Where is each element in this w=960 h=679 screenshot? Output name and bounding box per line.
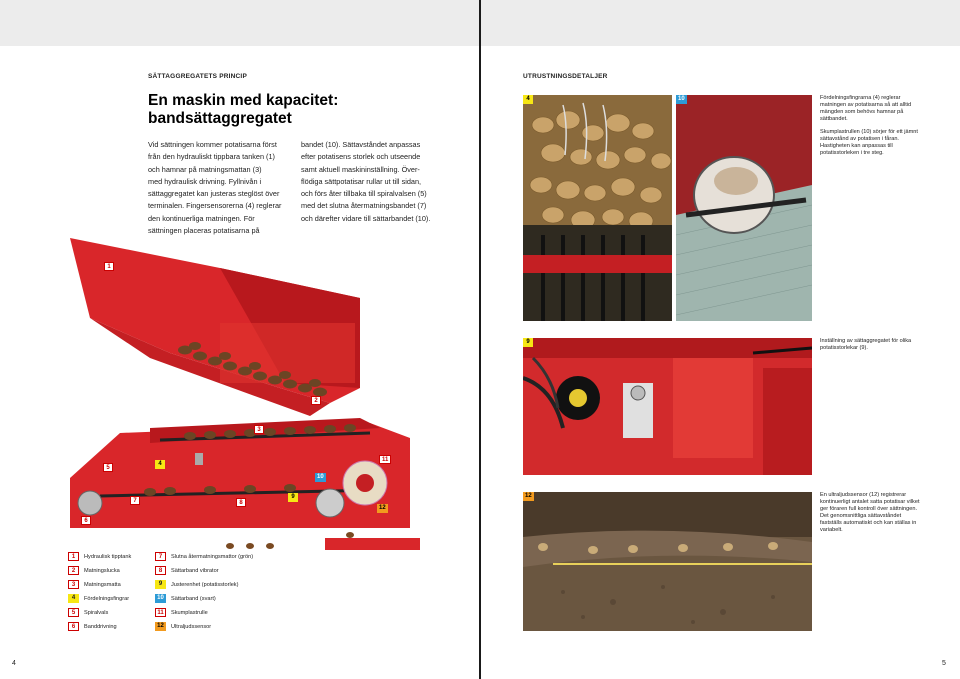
photo-foam-roller bbox=[676, 95, 812, 321]
legend-item: 9 Justerenhet (potatisstorlek) bbox=[155, 580, 238, 589]
body-column-2: bandet (10). Sättavståndet anpassas efter potatisens storlek och utseende samt aktuell maskininställning. Över- flödiga sättpotatisar rullar ut till sidan, och förs åter tillbaka till spiralvalsen (5) med det slutna återmatningsbandet (7) och därefter vidare till sättarbandet (10). bbox=[301, 140, 431, 223]
diagram-badge-10: 10 bbox=[317, 474, 324, 480]
drive-roller bbox=[78, 491, 102, 515]
photo-badge-10: 10 bbox=[678, 96, 685, 102]
legend-item: 8 Sättarband vibrator bbox=[155, 566, 219, 575]
photo-distribution-fingers bbox=[523, 95, 672, 321]
section-label-left: SÄTTAGGREGATETS PRINCIP bbox=[148, 73, 247, 80]
headline-text: En maskin med kapacitet: bandsättaggregatet bbox=[148, 92, 339, 127]
caption-adjustment-unit: Inställning av sättaggregatet för olika potatisstorlekar (9). bbox=[820, 338, 912, 351]
legend-item: 1 Hydraulisk tipptank bbox=[68, 552, 131, 561]
legend-item: 5 Spiralvals bbox=[68, 608, 108, 617]
legend-item: 2 Matningslucka bbox=[68, 566, 120, 575]
diagram-badge-9: 9 bbox=[288, 493, 298, 502]
legend-item: 7 Slutna återmatningsmattor (grön) bbox=[155, 552, 253, 561]
page-headline bbox=[148, 92, 478, 128]
diagram-badge-7: 7 bbox=[130, 496, 140, 505]
photo-badge-9: 9 bbox=[523, 338, 533, 347]
photo-adjustment-unit bbox=[523, 338, 812, 475]
diagram-badge-5: 5 bbox=[103, 463, 113, 472]
diagram-badge-12: 12 bbox=[379, 505, 386, 511]
page-gutter bbox=[479, 0, 481, 679]
photo-badge-12: 12 bbox=[525, 493, 532, 499]
legend-item: 6 Banddrivning bbox=[68, 622, 117, 631]
diagram-badge-3: 3 bbox=[254, 425, 264, 434]
diagram-badge-8: 8 bbox=[236, 498, 246, 507]
chute bbox=[325, 538, 420, 550]
photo-badge-4: 4 bbox=[523, 95, 533, 104]
caption-foam-roller: Skumplastrullen (10) sörjer för ett jämnt sättavstånd av potatisen i fåran. Hastigheten kan anpassas till potatisstorleken i tre steg. bbox=[820, 129, 918, 156]
legend-item: 10 Sättarband (svart) bbox=[155, 594, 216, 603]
caption-distribution-fingers: Fördelningsfingrarna (4) reglerar matningen av potatisarna så att alltid mängden som behövs hamnar på sättbandet. bbox=[820, 95, 912, 122]
page-number-left: 4 bbox=[12, 660, 16, 667]
diagram-badge-4: 4 bbox=[155, 460, 165, 469]
diagram-badge-6: 6 bbox=[81, 516, 91, 525]
body-column-1: Vid sättningen kommer potatisarna först från den hydrauliskt tippbara tanken (1) och hamnar på matningsmattan (3) med hydraulisk drivning. Fyllnivån i sättaggregatet kan justeras steglöst över terminalen. Fingersensorerna (4) reglerar den kontinuerliga matningen. För sättningen placeras potatisarna på bbox=[148, 140, 282, 236]
diagram-badge-11: 11 bbox=[379, 455, 391, 464]
caption-ultrasonic-sensor: En ultraljudssensor (12) registrerar kontinuerligt antalet satta potatisar vilket ger föraren full kontroll över sättningen. Det genomsnittliga sättavståndet fastställs automatiskt och kan ställas in variabelt. bbox=[820, 492, 920, 533]
section-label-right: UTRUSTNINGSDETALJER bbox=[523, 73, 608, 80]
machine-diagram bbox=[60, 228, 460, 550]
page-number-right: 5 bbox=[942, 660, 946, 667]
legend-item: 12 Ultraljudssensor bbox=[155, 622, 211, 631]
legend-item: 4 Fördelningsfingrar bbox=[68, 594, 129, 603]
diagram-badge-2: 2 bbox=[311, 396, 321, 405]
photo-ultrasonic-soil bbox=[523, 492, 812, 631]
legend-item: 3 Matningsmatta bbox=[68, 580, 121, 589]
foam-roller-10 bbox=[316, 489, 344, 517]
diagram-badge-1: 1 bbox=[104, 262, 114, 271]
legend-item: 11 Skumplastrulle bbox=[155, 608, 208, 617]
